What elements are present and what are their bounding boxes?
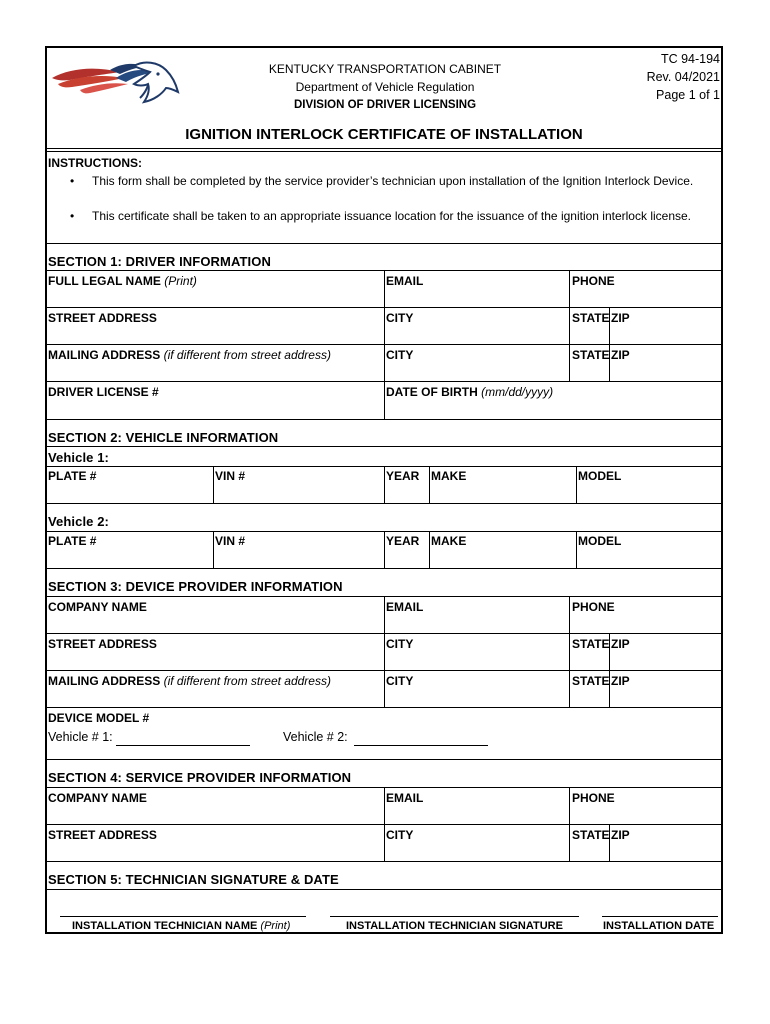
tech-name-input[interactable] <box>60 916 306 917</box>
divider <box>384 596 385 633</box>
divider <box>384 824 385 861</box>
section4-heading: SECTION 4: SERVICE PROVIDER INFORMATION <box>48 770 352 785</box>
divider <box>45 861 723 862</box>
vehicle1-plate-field[interactable]: PLATE # <box>48 469 97 483</box>
divider <box>45 889 723 890</box>
date-of-birth-field[interactable] <box>386 385 553 399</box>
divider <box>429 531 430 568</box>
device-model-label: DEVICE MODEL # <box>48 711 150 725</box>
divider <box>45 503 723 504</box>
driver-email-field[interactable]: EMAIL <box>386 274 424 288</box>
instructions-heading: INSTRUCTIONS: <box>48 156 142 170</box>
service-state-field[interactable]: STATE <box>572 828 610 842</box>
field-label: MAILING ADDRESS <box>48 348 161 362</box>
device-zip-field[interactable]: ZIP <box>611 637 630 651</box>
form-number: TC 94-194 <box>660 52 720 66</box>
vehicle2-make-field[interactable]: MAKE <box>431 534 467 548</box>
divider <box>569 596 570 633</box>
install-date-label: INSTALLATION DATE <box>603 920 715 932</box>
division-name: DIVISION OF DRIVER LICENSING <box>293 99 477 111</box>
divider <box>45 446 723 447</box>
divider <box>45 568 723 569</box>
divider <box>45 148 723 149</box>
tech-signature-input[interactable] <box>330 916 579 917</box>
vehicle2-model-field[interactable]: MODEL <box>578 534 622 548</box>
divider <box>609 307 610 345</box>
divider <box>384 787 385 824</box>
field-note: (Print) <box>164 274 197 288</box>
device-vehicle2-input[interactable] <box>354 745 488 746</box>
device-state-field[interactable]: STATE <box>572 637 610 651</box>
divider <box>384 270 385 308</box>
section2-heading: SECTION 2: VEHICLE INFORMATION <box>48 430 279 445</box>
tech-name-label <box>72 919 290 933</box>
service-company-field[interactable]: COMPANY NAME <box>48 791 147 805</box>
divider <box>45 419 723 420</box>
divider <box>569 824 570 861</box>
divider <box>569 307 570 345</box>
divider <box>569 633 570 670</box>
divider <box>384 633 385 670</box>
instruction-text: This form shall be completed by the service provider’s technician upon installation of the Ignition Interlock Device. <box>92 174 694 188</box>
divider <box>569 787 570 824</box>
section1-heading: SECTION 1: DRIVER INFORMATION <box>48 254 271 269</box>
device-mailing-field[interactable] <box>48 674 331 688</box>
vehicle2-plate-field[interactable]: PLATE # <box>48 534 97 548</box>
kentucky-horse-logo-icon <box>50 56 182 108</box>
form-title: IGNITION INTERLOCK CERTIFICATE OF INSTALLATION <box>185 126 583 143</box>
vehicle2-vin-field[interactable]: VIN # <box>215 534 246 548</box>
device-email-field[interactable]: EMAIL <box>386 600 424 614</box>
section3-heading: SECTION 3: DEVICE PROVIDER INFORMATION <box>48 579 343 594</box>
service-phone-field[interactable]: PHONE <box>572 791 615 805</box>
divider <box>609 344 610 382</box>
divider <box>384 381 385 419</box>
divider <box>45 243 723 244</box>
divider <box>569 344 570 382</box>
page-number: Page 1 of 1 <box>656 88 720 102</box>
department-name: Department of Vehicle Regulation <box>295 80 475 94</box>
device-vehicle1-label: Vehicle # 1: <box>48 730 113 744</box>
vehicle1-heading: Vehicle 1: <box>48 450 109 465</box>
device-vehicle1-input[interactable] <box>116 745 250 746</box>
instruction-text: This certificate shall be taken to an appropriate issuance location for the issuance of the ignition interlock license. <box>92 209 692 223</box>
driver-mailing-field[interactable] <box>48 348 331 362</box>
driver-phone-field[interactable]: PHONE <box>572 274 615 288</box>
divider <box>384 466 385 503</box>
field-note: (mm/dd/yyyy) <box>481 385 554 399</box>
driver-street-field[interactable]: STREET ADDRESS <box>48 311 157 325</box>
divider <box>576 531 577 568</box>
divider <box>569 270 570 308</box>
divider <box>213 531 214 568</box>
vehicle1-make-field[interactable]: MAKE <box>431 469 467 483</box>
device-mailing-zip-field[interactable]: ZIP <box>611 674 630 688</box>
divider <box>384 307 385 345</box>
device-street-field[interactable]: STREET ADDRESS <box>48 637 157 651</box>
divider <box>45 707 723 708</box>
service-zip-field[interactable]: ZIP <box>611 828 630 842</box>
divider <box>609 633 610 670</box>
driver-mailing-city-field[interactable]: CITY <box>386 348 414 362</box>
field-note: (if different from street address) <box>163 348 331 362</box>
service-street-field[interactable]: STREET ADDRESS <box>48 828 157 842</box>
divider <box>384 531 385 568</box>
field-note: (Print) <box>260 920 291 932</box>
full-name-field[interactable] <box>48 274 197 288</box>
divider <box>609 824 610 861</box>
driver-mailing-state-field[interactable]: STATE <box>572 348 610 362</box>
divider <box>45 151 723 152</box>
field-label: FULL LEGAL NAME <box>48 274 161 288</box>
driver-state-field[interactable]: STATE <box>572 311 610 325</box>
driver-mailing-zip-field[interactable]: ZIP <box>611 348 630 362</box>
agency-name: KENTUCKY TRANSPORTATION CABINET <box>268 62 502 76</box>
driver-zip-field[interactable]: ZIP <box>611 311 630 325</box>
vehicle1-year-field[interactable]: YEAR <box>386 469 420 483</box>
install-date-input[interactable] <box>602 916 718 917</box>
device-phone-field[interactable]: PHONE <box>572 600 615 614</box>
field-label: DATE OF BIRTH <box>386 385 478 399</box>
device-company-field[interactable]: COMPANY NAME <box>48 600 147 614</box>
field-label: MAILING ADDRESS <box>48 674 161 688</box>
device-city-field[interactable]: CITY <box>386 637 414 651</box>
divider <box>576 466 577 503</box>
service-email-field[interactable]: EMAIL <box>386 791 424 805</box>
divider <box>213 466 214 503</box>
device-vehicle2-label: Vehicle # 2: <box>283 730 348 744</box>
divider <box>609 670 610 707</box>
vehicle2-year-field[interactable]: YEAR <box>386 534 420 548</box>
agency-header <box>250 60 520 114</box>
divider <box>429 466 430 503</box>
tech-signature-label: INSTALLATION TECHNICIAN SIGNATURE <box>346 920 563 932</box>
instruction-item: • This form shall be completed by the service provider’s technician upon installation of the Ignition Interlock Device. <box>70 173 710 190</box>
divider <box>45 759 723 760</box>
driver-city-field[interactable]: CITY <box>386 311 414 325</box>
divider <box>384 670 385 707</box>
field-note: (if different from street address) <box>163 674 331 688</box>
driver-license-field[interactable]: DRIVER LICENSE # <box>48 385 159 399</box>
vehicle1-vin-field[interactable]: VIN # <box>215 469 246 483</box>
section5-heading: SECTION 5: TECHNICIAN SIGNATURE & DATE <box>48 872 339 887</box>
device-mailing-city-field[interactable]: CITY <box>386 674 414 688</box>
form-id-block <box>647 50 720 104</box>
vehicle1-model-field[interactable]: MODEL <box>578 469 622 483</box>
form-revision: Rev. 04/2021 <box>646 70 720 84</box>
divider <box>384 344 385 382</box>
device-mailing-state-field[interactable]: STATE <box>572 674 610 688</box>
vehicle2-heading: Vehicle 2: <box>48 514 109 529</box>
field-label: INSTALLATION TECHNICIAN NAME <box>72 920 258 932</box>
divider <box>569 670 570 707</box>
instruction-item: • This certificate shall be taken to an appropriate issuance location for the issuance of the ignition interlock license. <box>70 208 710 225</box>
service-city-field[interactable]: CITY <box>386 828 414 842</box>
